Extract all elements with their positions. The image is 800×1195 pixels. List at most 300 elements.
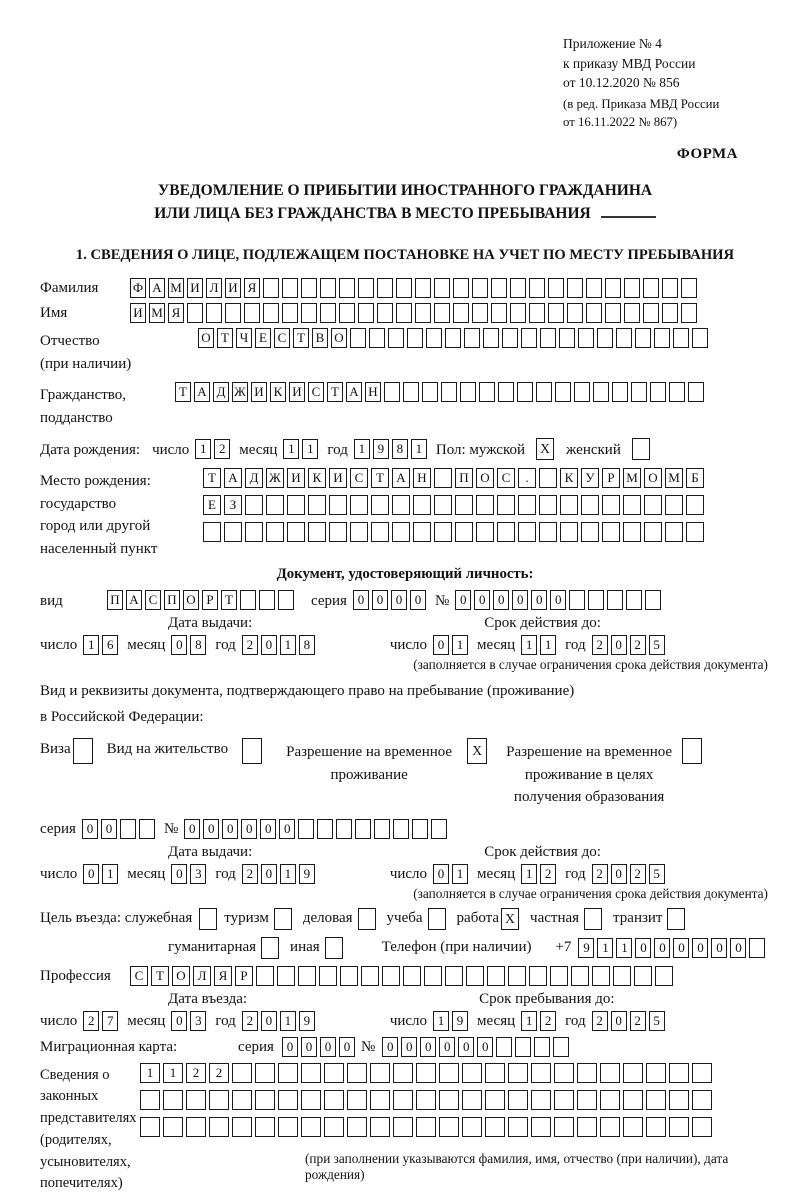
char-cell[interactable] (643, 278, 659, 298)
char-cell[interactable] (339, 303, 355, 323)
char-cell[interactable]: 1 (452, 635, 468, 655)
char-cell[interactable]: 0 (282, 1037, 298, 1057)
char-cell[interactable]: 0 (82, 819, 98, 839)
char-cell[interactable] (287, 522, 305, 542)
char-cell[interactable] (453, 278, 469, 298)
char-cell[interactable] (355, 819, 371, 839)
char-cell[interactable] (681, 303, 697, 323)
char-cell[interactable] (646, 1117, 666, 1137)
char-cell[interactable] (534, 1037, 550, 1057)
char-cell[interactable] (298, 966, 316, 986)
char-cell[interactable] (203, 522, 221, 542)
char-cell[interactable] (569, 590, 585, 610)
char-cell[interactable]: Р (202, 590, 218, 610)
char-cell[interactable] (662, 303, 678, 323)
char-cell[interactable] (508, 1117, 528, 1137)
char-cell[interactable] (749, 938, 765, 958)
char-cell[interactable]: Ф (130, 278, 146, 298)
char-cell[interactable] (393, 1090, 413, 1110)
char-cell[interactable] (415, 303, 431, 323)
char-cell[interactable] (186, 1090, 206, 1110)
char-cell[interactable] (540, 328, 556, 348)
char-cell[interactable] (650, 382, 666, 402)
char-cell[interactable] (301, 1117, 321, 1137)
char-cell[interactable] (445, 328, 461, 348)
char-cell[interactable]: 0 (222, 819, 238, 839)
char-cell[interactable] (644, 495, 662, 515)
char-cell[interactable] (607, 590, 623, 610)
char-cell[interactable] (623, 1117, 643, 1137)
char-cell[interactable] (577, 1090, 597, 1110)
char-cell[interactable]: 0 (339, 1037, 355, 1057)
char-cell[interactable] (336, 819, 352, 839)
char-cell[interactable]: 0 (512, 590, 528, 610)
char-cell[interactable] (485, 1063, 505, 1083)
char-cell[interactable]: И (130, 303, 146, 323)
char-cell[interactable]: П (455, 468, 473, 488)
char-cell[interactable] (403, 966, 421, 986)
char-cell[interactable]: 0 (433, 864, 449, 884)
char-cell[interactable] (358, 303, 374, 323)
char-cell[interactable]: 1 (163, 1063, 183, 1083)
char-cell[interactable]: З (224, 495, 242, 515)
char-cell[interactable] (577, 1117, 597, 1137)
char-cell[interactable]: Т (217, 328, 233, 348)
char-cell[interactable]: 5 (649, 1011, 665, 1031)
char-cell[interactable] (120, 819, 136, 839)
residence-permit-checkbox[interactable] (242, 738, 262, 764)
char-cell[interactable] (350, 328, 366, 348)
char-cell[interactable]: 2 (630, 635, 646, 655)
char-cell[interactable] (476, 522, 494, 542)
char-cell[interactable]: 3 (190, 864, 206, 884)
char-cell[interactable]: 5 (649, 635, 665, 655)
char-cell[interactable] (472, 303, 488, 323)
char-cell[interactable] (550, 966, 568, 986)
char-cell[interactable] (665, 522, 683, 542)
char-cell[interactable]: О (198, 328, 214, 348)
char-cell[interactable] (681, 278, 697, 298)
char-cell[interactable] (605, 303, 621, 323)
char-cell[interactable]: 0 (692, 938, 708, 958)
char-cell[interactable] (560, 522, 578, 542)
char-cell[interactable] (396, 278, 412, 298)
char-cell[interactable]: А (346, 382, 362, 402)
char-cell[interactable]: С (274, 328, 290, 348)
char-cell[interactable] (531, 1090, 551, 1110)
char-cell[interactable] (422, 382, 438, 402)
char-cell[interactable] (510, 278, 526, 298)
char-cell[interactable]: И (287, 468, 305, 488)
char-cell[interactable] (282, 278, 298, 298)
char-cell[interactable] (491, 278, 507, 298)
char-cell[interactable]: 0 (531, 590, 547, 610)
char-cell[interactable]: 0 (203, 819, 219, 839)
visa-checkbox[interactable] (73, 738, 93, 764)
char-cell[interactable]: 2 (242, 864, 258, 884)
char-cell[interactable] (515, 1037, 531, 1057)
work-checkbox[interactable]: X (501, 908, 519, 930)
char-cell[interactable] (644, 522, 662, 542)
char-cell[interactable] (588, 590, 604, 610)
char-cell[interactable] (655, 966, 673, 986)
char-cell[interactable]: 1 (521, 1011, 537, 1031)
char-cell[interactable] (393, 1063, 413, 1083)
transit-checkbox[interactable] (667, 908, 685, 930)
char-cell[interactable]: 0 (261, 635, 277, 655)
male-checkbox[interactable]: X (536, 438, 554, 460)
char-cell[interactable]: 2 (540, 864, 556, 884)
char-cell[interactable] (350, 522, 368, 542)
char-cell[interactable] (669, 1063, 689, 1083)
char-cell[interactable] (255, 1063, 275, 1083)
char-cell[interactable]: К (560, 468, 578, 488)
char-cell[interactable] (377, 278, 393, 298)
char-cell[interactable] (605, 278, 621, 298)
char-cell[interactable]: И (187, 278, 203, 298)
char-cell[interactable] (555, 382, 571, 402)
char-cell[interactable] (581, 522, 599, 542)
char-cell[interactable]: Т (293, 328, 309, 348)
char-cell[interactable]: 0 (241, 819, 257, 839)
char-cell[interactable]: Т (327, 382, 343, 402)
char-cell[interactable]: 0 (83, 864, 99, 884)
char-cell[interactable]: 5 (649, 864, 665, 884)
char-cell[interactable] (602, 495, 620, 515)
char-cell[interactable] (654, 328, 670, 348)
char-cell[interactable] (319, 966, 337, 986)
char-cell[interactable] (586, 303, 602, 323)
char-cell[interactable] (393, 819, 409, 839)
char-cell[interactable]: 0 (301, 1037, 317, 1057)
char-cell[interactable]: О (331, 328, 347, 348)
char-cell[interactable]: 0 (261, 864, 277, 884)
char-cell[interactable] (287, 495, 305, 515)
char-cell[interactable]: С (350, 468, 368, 488)
char-cell[interactable]: 1 (452, 864, 468, 884)
char-cell[interactable] (245, 522, 263, 542)
char-cell[interactable] (259, 590, 275, 610)
char-cell[interactable]: 7 (102, 1011, 118, 1031)
char-cell[interactable] (531, 1063, 551, 1083)
char-cell[interactable] (140, 1090, 160, 1110)
char-cell[interactable]: Я (244, 278, 260, 298)
char-cell[interactable]: 0 (550, 590, 566, 610)
char-cell[interactable] (487, 966, 505, 986)
char-cell[interactable] (616, 328, 632, 348)
char-cell[interactable] (308, 522, 326, 542)
official-checkbox[interactable] (199, 908, 217, 930)
char-cell[interactable] (631, 382, 647, 402)
char-cell[interactable] (521, 328, 537, 348)
char-cell[interactable] (374, 819, 390, 839)
char-cell[interactable] (643, 303, 659, 323)
char-cell[interactable] (646, 1063, 666, 1083)
char-cell[interactable] (483, 328, 499, 348)
char-cell[interactable] (567, 303, 583, 323)
char-cell[interactable] (510, 303, 526, 323)
char-cell[interactable] (434, 278, 450, 298)
char-cell[interactable] (256, 966, 274, 986)
private-checkbox[interactable] (584, 908, 602, 930)
char-cell[interactable]: 2 (630, 864, 646, 884)
char-cell[interactable]: 0 (171, 1011, 187, 1031)
char-cell[interactable]: Я (168, 303, 184, 323)
char-cell[interactable]: Д (213, 382, 229, 402)
char-cell[interactable] (548, 278, 564, 298)
char-cell[interactable] (416, 1090, 436, 1110)
char-cell[interactable]: 0 (455, 590, 471, 610)
char-cell[interactable] (645, 590, 661, 610)
char-cell[interactable] (560, 495, 578, 515)
char-cell[interactable]: Ч (236, 328, 252, 348)
char-cell[interactable] (426, 328, 442, 348)
char-cell[interactable] (206, 303, 222, 323)
char-cell[interactable] (320, 303, 336, 323)
char-cell[interactable]: М (623, 468, 641, 488)
char-cell[interactable] (669, 1090, 689, 1110)
char-cell[interactable] (623, 1090, 643, 1110)
char-cell[interactable] (600, 1117, 620, 1137)
char-cell[interactable]: Р (235, 966, 253, 986)
char-cell[interactable]: М (665, 468, 683, 488)
char-cell[interactable] (347, 1090, 367, 1110)
char-cell[interactable] (626, 590, 642, 610)
char-cell[interactable]: 0 (320, 1037, 336, 1057)
char-cell[interactable]: 0 (353, 590, 369, 610)
char-cell[interactable]: П (164, 590, 180, 610)
char-cell[interactable] (278, 1117, 298, 1137)
char-cell[interactable] (593, 382, 609, 402)
char-cell[interactable] (491, 303, 507, 323)
char-cell[interactable] (301, 1063, 321, 1083)
char-cell[interactable]: 1 (280, 864, 296, 884)
char-cell[interactable] (384, 382, 400, 402)
char-cell[interactable]: 2 (209, 1063, 229, 1083)
char-cell[interactable]: 1 (280, 635, 296, 655)
char-cell[interactable]: А (392, 468, 410, 488)
char-cell[interactable]: 1 (283, 439, 299, 459)
char-cell[interactable] (498, 382, 514, 402)
char-cell[interactable]: 9 (299, 1011, 315, 1031)
char-cell[interactable] (370, 1063, 390, 1083)
char-cell[interactable] (266, 522, 284, 542)
char-cell[interactable]: И (251, 382, 267, 402)
char-cell[interactable] (586, 278, 602, 298)
char-cell[interactable] (686, 495, 704, 515)
char-cell[interactable] (413, 495, 431, 515)
char-cell[interactable]: Т (151, 966, 169, 986)
char-cell[interactable]: 9 (452, 1011, 468, 1031)
char-cell[interactable]: 0 (382, 1037, 398, 1057)
char-cell[interactable] (529, 303, 545, 323)
char-cell[interactable] (592, 966, 610, 986)
char-cell[interactable]: Ж (232, 382, 248, 402)
char-cell[interactable]: 0 (184, 819, 200, 839)
char-cell[interactable]: М (149, 303, 165, 323)
char-cell[interactable] (371, 522, 389, 542)
char-cell[interactable]: 0 (401, 1037, 417, 1057)
char-cell[interactable] (559, 328, 575, 348)
char-cell[interactable] (536, 382, 552, 402)
char-cell[interactable] (396, 303, 412, 323)
char-cell[interactable] (415, 278, 431, 298)
char-cell[interactable]: 2 (186, 1063, 206, 1083)
char-cell[interactable] (692, 1063, 712, 1083)
char-cell[interactable] (623, 522, 641, 542)
char-cell[interactable] (502, 328, 518, 348)
char-cell[interactable] (434, 495, 452, 515)
char-cell[interactable] (317, 819, 333, 839)
char-cell[interactable] (529, 278, 545, 298)
char-cell[interactable]: 9 (373, 439, 389, 459)
char-cell[interactable]: О (172, 966, 190, 986)
char-cell[interactable]: 0 (410, 590, 426, 610)
char-cell[interactable]: 0 (439, 1037, 455, 1057)
char-cell[interactable] (320, 278, 336, 298)
char-cell[interactable] (600, 1063, 620, 1083)
char-cell[interactable] (416, 1117, 436, 1137)
char-cell[interactable]: Р (602, 468, 620, 488)
char-cell[interactable]: 0 (730, 938, 746, 958)
char-cell[interactable] (554, 1063, 574, 1083)
char-cell[interactable]: 1 (433, 1011, 449, 1031)
char-cell[interactable] (497, 495, 515, 515)
char-cell[interactable] (407, 328, 423, 348)
char-cell[interactable] (472, 278, 488, 298)
char-cell[interactable] (553, 1037, 569, 1057)
char-cell[interactable]: Б (686, 468, 704, 488)
char-cell[interactable]: 0 (611, 864, 627, 884)
char-cell[interactable] (358, 278, 374, 298)
char-cell[interactable]: 8 (299, 635, 315, 655)
char-cell[interactable]: 0 (493, 590, 509, 610)
char-cell[interactable] (692, 1117, 712, 1137)
char-cell[interactable]: 0 (474, 590, 490, 610)
char-cell[interactable] (434, 522, 452, 542)
char-cell[interactable] (623, 495, 641, 515)
char-cell[interactable]: Ж (266, 468, 284, 488)
char-cell[interactable] (612, 382, 628, 402)
char-cell[interactable]: М (168, 278, 184, 298)
char-cell[interactable]: К (308, 468, 326, 488)
char-cell[interactable]: О (183, 590, 199, 610)
char-cell[interactable] (634, 966, 652, 986)
char-cell[interactable] (255, 1090, 275, 1110)
char-cell[interactable]: 1 (521, 864, 537, 884)
char-cell[interactable] (140, 1117, 160, 1137)
char-cell[interactable] (278, 1063, 298, 1083)
char-cell[interactable]: 0 (171, 635, 187, 655)
char-cell[interactable]: 1 (540, 635, 556, 655)
char-cell[interactable] (277, 966, 295, 986)
char-cell[interactable]: . (518, 468, 536, 488)
char-cell[interactable]: 6 (102, 635, 118, 655)
char-cell[interactable] (370, 1090, 390, 1110)
char-cell[interactable] (413, 522, 431, 542)
char-cell[interactable] (686, 522, 704, 542)
female-checkbox[interactable] (632, 438, 650, 460)
char-cell[interactable] (263, 278, 279, 298)
char-cell[interactable] (403, 382, 419, 402)
char-cell[interactable] (508, 1063, 528, 1083)
char-cell[interactable] (370, 1117, 390, 1137)
char-cell[interactable]: А (126, 590, 142, 610)
char-cell[interactable] (324, 1117, 344, 1137)
char-cell[interactable]: К (270, 382, 286, 402)
char-cell[interactable]: 0 (261, 1011, 277, 1031)
char-cell[interactable]: 1 (140, 1063, 160, 1083)
char-cell[interactable]: 8 (392, 439, 408, 459)
temp-permit-checkbox[interactable]: X (467, 738, 487, 764)
char-cell[interactable]: 0 (654, 938, 670, 958)
char-cell[interactable] (624, 278, 640, 298)
char-cell[interactable] (539, 468, 557, 488)
char-cell[interactable] (139, 819, 155, 839)
char-cell[interactable]: 3 (190, 1011, 206, 1031)
char-cell[interactable] (412, 819, 428, 839)
char-cell[interactable] (232, 1090, 252, 1110)
char-cell[interactable] (673, 328, 689, 348)
char-cell[interactable] (244, 303, 260, 323)
char-cell[interactable]: С (497, 468, 515, 488)
char-cell[interactable]: 0 (171, 864, 187, 884)
char-cell[interactable]: Н (413, 468, 431, 488)
char-cell[interactable] (646, 1090, 666, 1110)
char-cell[interactable] (485, 1117, 505, 1137)
char-cell[interactable] (392, 522, 410, 542)
char-cell[interactable] (554, 1090, 574, 1110)
char-cell[interactable]: 2 (214, 439, 230, 459)
char-cell[interactable] (571, 966, 589, 986)
char-cell[interactable] (340, 966, 358, 986)
char-cell[interactable] (548, 303, 564, 323)
char-cell[interactable]: В (312, 328, 328, 348)
char-cell[interactable]: Т (371, 468, 389, 488)
char-cell[interactable] (635, 328, 651, 348)
char-cell[interactable]: А (149, 278, 165, 298)
char-cell[interactable]: 2 (592, 864, 608, 884)
char-cell[interactable] (278, 590, 294, 610)
char-cell[interactable]: А (194, 382, 210, 402)
char-cell[interactable] (439, 1117, 459, 1137)
char-cell[interactable] (665, 495, 683, 515)
study-checkbox[interactable] (428, 908, 446, 930)
char-cell[interactable]: 2 (83, 1011, 99, 1031)
humanitarian-checkbox[interactable] (261, 937, 279, 959)
char-cell[interactable] (263, 303, 279, 323)
char-cell[interactable] (209, 1117, 229, 1137)
char-cell[interactable]: 1 (302, 439, 318, 459)
char-cell[interactable] (308, 495, 326, 515)
char-cell[interactable] (602, 522, 620, 542)
char-cell[interactable]: 1 (521, 635, 537, 655)
char-cell[interactable]: Л (206, 278, 222, 298)
char-cell[interactable] (347, 1117, 367, 1137)
char-cell[interactable] (577, 1063, 597, 1083)
char-cell[interactable] (187, 303, 203, 323)
char-cell[interactable] (255, 1117, 275, 1137)
char-cell[interactable] (441, 382, 457, 402)
char-cell[interactable] (392, 495, 410, 515)
char-cell[interactable] (455, 522, 473, 542)
char-cell[interactable] (531, 1117, 551, 1137)
char-cell[interactable] (574, 382, 590, 402)
char-cell[interactable] (623, 1063, 643, 1083)
other-checkbox[interactable] (325, 937, 343, 959)
char-cell[interactable] (329, 495, 347, 515)
char-cell[interactable] (186, 1117, 206, 1137)
